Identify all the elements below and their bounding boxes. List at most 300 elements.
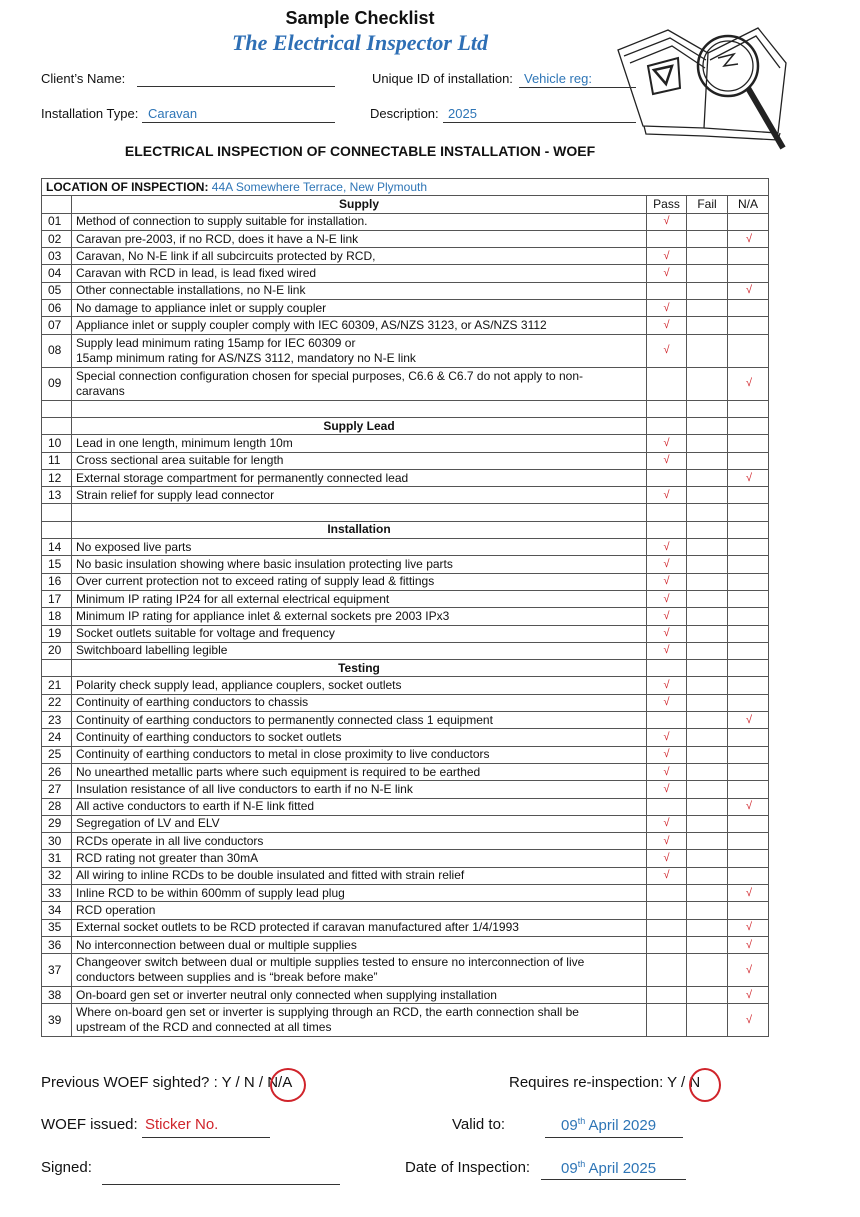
item-text: Continuity of earthing conductors to chassis: [76, 695, 309, 710]
item-text: Segregation of LV and ELV: [76, 816, 220, 831]
checklist-row: [42, 367, 769, 400]
section-header-testing: [42, 660, 769, 677]
item-text-line2: upstream of the RCD and connected at all times: [76, 1020, 332, 1035]
result-pass-cell[interactable]: [647, 317, 687, 334]
result-fail-cell[interactable]: [687, 850, 728, 867]
item-text-line2: 15amp minimum rating for AS/NZS 3112, mandatory no N-E link: [76, 350, 416, 365]
description-field[interactable]: [443, 122, 636, 123]
item-number: 31: [42, 850, 72, 867]
item-number: 22: [42, 694, 72, 711]
result-na-cell[interactable]: [728, 763, 769, 780]
result-fail-cell[interactable]: [687, 213, 728, 230]
section-num-cell: [42, 417, 72, 434]
item-number: 32: [42, 867, 72, 884]
item-description: [72, 677, 647, 694]
result-pass-cell[interactable]: [647, 487, 687, 504]
item-text: Lead in one length, minimum length 10m: [76, 435, 293, 450]
result-pass-cell[interactable]: [647, 469, 687, 486]
result-na-cell[interactable]: [728, 213, 769, 230]
result-pass-cell[interactable]: [647, 712, 687, 729]
item-description: [72, 265, 647, 282]
result-fail-cell[interactable]: [687, 573, 728, 590]
item-description: [72, 833, 647, 850]
result-na-cell[interactable]: [728, 367, 769, 400]
blank-cell: [72, 504, 647, 521]
item-description: [72, 452, 647, 469]
result-pass-cell[interactable]: [647, 435, 687, 452]
item-number: 15: [42, 556, 72, 573]
item-description: [72, 435, 647, 452]
item-description: [72, 850, 647, 867]
item-text: Changeover switch between dual or multiple supplies tested to ensure no interconnection of live: [76, 955, 585, 970]
result-fail-cell[interactable]: [687, 867, 728, 884]
column-header-pass: [647, 417, 687, 434]
result-pass-cell[interactable]: [647, 282, 687, 299]
checklist-row: [42, 608, 769, 625]
checklist-row: [42, 539, 769, 556]
installation-type-value: Caravan: [148, 106, 198, 121]
item-number: 27: [42, 781, 72, 798]
result-fail-cell[interactable]: [687, 729, 728, 746]
item-number: 02: [42, 230, 72, 247]
checklist-row: [42, 902, 769, 919]
result-na-cell[interactable]: [728, 452, 769, 469]
checklist-row: [42, 625, 769, 642]
result-pass-cell[interactable]: [647, 919, 687, 936]
result-na-cell[interactable]: [728, 833, 769, 850]
sticker-number-value: Sticker No.: [145, 1116, 219, 1133]
item-number: 07: [42, 317, 72, 334]
item-number: 38: [42, 987, 72, 1004]
checklist-row: [42, 248, 769, 265]
check-mark-icon: √: [745, 886, 753, 899]
client-name-field[interactable]: [137, 86, 335, 87]
result-pass-cell[interactable]: [647, 677, 687, 694]
item-text: Polarity check supply lead, appliance couplers, socket outlets: [76, 678, 402, 693]
woef-issued-label: WOEF issued:: [41, 1116, 138, 1133]
section-header-installation: [42, 521, 769, 538]
result-pass-cell[interactable]: [647, 987, 687, 1004]
check-mark-icon: √: [745, 800, 753, 813]
item-text: Switchboard labelling legible: [76, 643, 228, 658]
check-mark-icon: √: [745, 988, 753, 1001]
result-na-cell[interactable]: [728, 815, 769, 832]
result-fail-cell[interactable]: [687, 954, 728, 987]
column-header-pass: [647, 521, 687, 538]
result-na-cell[interactable]: [728, 625, 769, 642]
item-number: 04: [42, 265, 72, 282]
item-text: Other connectable installations, no N-E link: [76, 283, 306, 298]
item-description: [72, 919, 647, 936]
checklist-row: [42, 936, 769, 953]
check-mark-icon: √: [663, 488, 670, 501]
check-mark-icon: √: [663, 869, 670, 882]
valid-to-field[interactable]: [545, 1137, 683, 1138]
item-description: [72, 539, 647, 556]
check-mark-icon: √: [745, 921, 753, 934]
location-row: [42, 179, 769, 196]
result-fail-cell[interactable]: [687, 317, 728, 334]
item-text: Minimum IP rating for appliance inlet & external sockets pre 2003 IPx3: [76, 608, 450, 623]
check-mark-icon: √: [663, 267, 670, 280]
result-na-cell[interactable]: [728, 954, 769, 987]
item-description: [72, 987, 647, 1004]
blank-row: [42, 400, 769, 417]
result-pass-cell[interactable]: [647, 781, 687, 798]
result-na-cell[interactable]: [728, 230, 769, 247]
column-header-na: N/A: [728, 196, 769, 213]
item-text: Method of connection to supply suitable for installation.: [76, 214, 368, 229]
result-fail-cell[interactable]: [687, 435, 728, 452]
item-description: [72, 367, 647, 400]
result-fail-cell[interactable]: [687, 590, 728, 607]
check-mark-icon: √: [745, 1013, 753, 1026]
result-pass-cell[interactable]: [647, 642, 687, 659]
check-mark-icon: √: [663, 834, 670, 847]
checklist-row: [42, 556, 769, 573]
result-fail-cell[interactable]: [687, 987, 728, 1004]
description-label: Description:: [370, 106, 439, 121]
result-pass-cell[interactable]: [647, 573, 687, 590]
column-header-fail: Fail: [687, 196, 728, 213]
checklist-row: [42, 230, 769, 247]
item-number: 33: [42, 884, 72, 901]
result-fail-cell[interactable]: [687, 282, 728, 299]
item-description: [72, 213, 647, 230]
result-fail-cell[interactable]: [687, 487, 728, 504]
result-na-cell[interactable]: [728, 590, 769, 607]
result-pass-cell[interactable]: [647, 954, 687, 987]
result-na-cell[interactable]: [728, 798, 769, 815]
inspection-book-magnifier-icon: [608, 8, 793, 158]
n-selection-circle: [689, 1068, 721, 1102]
checklist-row: [42, 867, 769, 884]
result-na-cell[interactable]: [728, 902, 769, 919]
check-mark-icon: √: [663, 609, 670, 622]
result-pass-cell[interactable]: [647, 539, 687, 556]
checklist-row: [42, 798, 769, 815]
item-description: [72, 642, 647, 659]
check-mark-icon: √: [663, 454, 670, 467]
section-header-supply: [42, 196, 769, 213]
item-number: 05: [42, 282, 72, 299]
checklist-row: [42, 213, 769, 230]
result-fail-cell[interactable]: [687, 815, 728, 832]
blank-cell: [42, 400, 72, 417]
section-title: Installation: [72, 521, 647, 538]
result-fail-cell[interactable]: [687, 798, 728, 815]
result-fail-cell[interactable]: [687, 833, 728, 850]
item-description: [72, 712, 647, 729]
result-pass-cell[interactable]: [647, 936, 687, 953]
result-pass-cell[interactable]: [647, 798, 687, 815]
checklist-row: [42, 954, 769, 987]
result-fail-cell[interactable]: [687, 902, 728, 919]
checklist-row: [42, 282, 769, 299]
item-number: 08: [42, 334, 72, 367]
section-num-cell: [42, 196, 72, 213]
installation-type-field[interactable]: [142, 122, 335, 123]
date-of-inspection-label: Date of Inspection:: [405, 1159, 531, 1176]
check-mark-icon: √: [745, 713, 753, 726]
result-na-cell[interactable]: [728, 677, 769, 694]
result-pass-cell[interactable]: [647, 230, 687, 247]
item-description: [72, 334, 647, 367]
result-fail-cell[interactable]: [687, 763, 728, 780]
blank-cell: [728, 400, 769, 417]
item-number: 25: [42, 746, 72, 763]
item-description: [72, 936, 647, 953]
checklist-row: [42, 815, 769, 832]
item-description: [72, 763, 647, 780]
result-fail-cell[interactable]: [687, 919, 728, 936]
section-num-cell: [42, 660, 72, 677]
item-description: [72, 867, 647, 884]
result-fail-cell[interactable]: [687, 300, 728, 317]
result-fail-cell[interactable]: [687, 694, 728, 711]
checklist-row: [42, 850, 769, 867]
item-number: 30: [42, 833, 72, 850]
result-na-cell[interactable]: [728, 642, 769, 659]
result-pass-cell[interactable]: [647, 300, 687, 317]
result-pass-cell[interactable]: [647, 334, 687, 367]
column-header-fail: [687, 417, 728, 434]
result-na-cell[interactable]: [728, 469, 769, 486]
result-na-cell[interactable]: [728, 712, 769, 729]
unique-id-field[interactable]: [519, 87, 636, 88]
result-na-cell[interactable]: [728, 539, 769, 556]
result-pass-cell[interactable]: [647, 729, 687, 746]
item-description: [72, 798, 647, 815]
item-text: Caravan pre-2003, if no RCD, does it have a N-E link: [76, 231, 359, 246]
item-number: 26: [42, 763, 72, 780]
item-number: 09: [42, 367, 72, 400]
checklist-row: [42, 746, 769, 763]
checklist-row: [42, 573, 769, 590]
result-fail-cell[interactable]: [687, 248, 728, 265]
result-pass-cell[interactable]: [647, 884, 687, 901]
result-pass-cell[interactable]: [647, 902, 687, 919]
result-pass-cell[interactable]: [647, 850, 687, 867]
result-na-cell[interactable]: [728, 694, 769, 711]
result-na-cell[interactable]: [728, 282, 769, 299]
item-number: 17: [42, 590, 72, 607]
result-fail-cell[interactable]: [687, 265, 728, 282]
result-pass-cell[interactable]: [647, 763, 687, 780]
result-na-cell[interactable]: [728, 300, 769, 317]
result-na-cell[interactable]: [728, 248, 769, 265]
item-text: All wiring to inline RCDs to be double insulated and fitted with strain relief: [76, 868, 465, 883]
checklist-row: [42, 590, 769, 607]
check-mark-icon: √: [745, 963, 753, 976]
result-na-cell[interactable]: [728, 781, 769, 798]
result-fail-cell[interactable]: [687, 230, 728, 247]
date-of-inspection-field[interactable]: [541, 1179, 686, 1180]
result-pass-cell[interactable]: [647, 556, 687, 573]
item-description: [72, 248, 647, 265]
check-mark-icon: √: [663, 730, 670, 743]
result-na-cell[interactable]: [728, 867, 769, 884]
item-number: 19: [42, 625, 72, 642]
column-header-na: [728, 660, 769, 677]
result-na-cell[interactable]: [728, 573, 769, 590]
result-fail-cell[interactable]: [687, 452, 728, 469]
result-pass-cell[interactable]: [647, 867, 687, 884]
location-value: 44A Somewhere Terrace, New Plymouth: [211, 179, 428, 194]
check-mark-icon: √: [663, 748, 670, 761]
result-na-cell[interactable]: [728, 317, 769, 334]
item-description: [72, 625, 647, 642]
result-pass-cell[interactable]: [647, 265, 687, 282]
item-number: 34: [42, 902, 72, 919]
checklist-row: [42, 334, 769, 367]
result-pass-cell[interactable]: [647, 746, 687, 763]
item-description: [72, 729, 647, 746]
check-mark-icon: √: [663, 679, 670, 692]
result-na-cell[interactable]: [728, 936, 769, 953]
check-mark-icon: √: [745, 377, 753, 390]
item-text: Where on-board gen set or inverter is supplying through an RCD, the earth connection shall be: [76, 1005, 579, 1020]
result-na-cell[interactable]: [728, 1004, 769, 1037]
result-fail-cell[interactable]: [687, 539, 728, 556]
result-fail-cell[interactable]: [687, 608, 728, 625]
section-title: Supply: [72, 196, 647, 213]
item-description: [72, 282, 647, 299]
checklist-row: [42, 642, 769, 659]
check-mark-icon: √: [663, 817, 670, 830]
checklist-row: [42, 452, 769, 469]
result-fail-cell[interactable]: [687, 367, 728, 400]
result-fail-cell[interactable]: [687, 781, 728, 798]
result-pass-cell[interactable]: [647, 815, 687, 832]
reinspection-label: Requires re-inspection: Y / N: [509, 1074, 701, 1091]
result-na-cell[interactable]: [728, 729, 769, 746]
item-text: No interconnection between dual or multiple supplies: [76, 937, 357, 952]
result-na-cell[interactable]: [728, 608, 769, 625]
item-text: Continuity of earthing conductors to metal in close proximity to live conductors: [76, 747, 490, 762]
company-name: The Electrical Inspector Ltd: [231, 30, 489, 55]
check-mark-icon: √: [663, 249, 670, 262]
item-description: [72, 230, 647, 247]
check-mark-icon: √: [663, 301, 670, 314]
item-description: [72, 608, 647, 625]
result-fail-cell[interactable]: [687, 642, 728, 659]
result-na-cell[interactable]: [728, 884, 769, 901]
blank-cell: [687, 504, 728, 521]
valid-to-label: Valid to:: [452, 1116, 506, 1133]
item-text: Insulation resistance of all live conductors to earth if no N-E link: [76, 781, 413, 796]
result-pass-cell[interactable]: [647, 367, 687, 400]
na-selection-circle: [270, 1068, 306, 1102]
item-text: Appliance inlet or supply coupler comply with IEC 60309, AS/NZS 3123, or AS/NZS 3112: [76, 318, 547, 333]
result-fail-cell[interactable]: [687, 556, 728, 573]
item-number: 29: [42, 815, 72, 832]
signature-field[interactable]: [102, 1184, 340, 1185]
check-mark-icon: √: [663, 644, 670, 657]
result-pass-cell[interactable]: [647, 694, 687, 711]
column-header-pass: [647, 660, 687, 677]
item-number: 18: [42, 608, 72, 625]
woef-issued-field[interactable]: [142, 1137, 270, 1138]
installation-type-label: Installation Type:: [41, 106, 139, 121]
result-pass-cell[interactable]: [647, 833, 687, 850]
result-fail-cell[interactable]: [687, 746, 728, 763]
item-description: [72, 573, 647, 590]
check-mark-icon: √: [745, 284, 753, 297]
blank-cell: [42, 504, 72, 521]
result-fail-cell[interactable]: [687, 334, 728, 367]
result-fail-cell[interactable]: [687, 469, 728, 486]
result-fail-cell[interactable]: [687, 1004, 728, 1037]
result-fail-cell[interactable]: [687, 712, 728, 729]
check-mark-icon: √: [663, 575, 670, 588]
item-text: External storage compartment for permanently connected lead: [76, 470, 409, 485]
result-fail-cell[interactable]: [687, 884, 728, 901]
signed-label: Signed:: [41, 1159, 92, 1176]
result-na-cell[interactable]: [728, 265, 769, 282]
column-header-pass: Pass: [647, 196, 687, 213]
result-pass-cell[interactable]: [647, 248, 687, 265]
item-description: [72, 590, 647, 607]
column-header-na: [728, 417, 769, 434]
result-na-cell[interactable]: [728, 435, 769, 452]
result-fail-cell[interactable]: [687, 677, 728, 694]
result-na-cell[interactable]: [728, 746, 769, 763]
result-pass-cell[interactable]: [647, 590, 687, 607]
item-text: No exposed live parts: [76, 539, 192, 554]
page-title: Sample Checklist: [285, 8, 435, 28]
result-pass-cell[interactable]: [647, 452, 687, 469]
item-number: 10: [42, 435, 72, 452]
result-na-cell[interactable]: [728, 919, 769, 936]
result-na-cell[interactable]: [728, 556, 769, 573]
result-na-cell[interactable]: [728, 487, 769, 504]
result-pass-cell[interactable]: [647, 625, 687, 642]
check-mark-icon: √: [663, 592, 670, 605]
item-number: 12: [42, 469, 72, 486]
item-number: 37: [42, 954, 72, 987]
result-pass-cell[interactable]: [647, 1004, 687, 1037]
check-mark-icon: √: [663, 782, 670, 795]
result-na-cell[interactable]: [728, 850, 769, 867]
checklist-row: [42, 763, 769, 780]
blank-cell: [647, 504, 687, 521]
check-mark-icon: √: [745, 938, 753, 951]
result-pass-cell[interactable]: [647, 608, 687, 625]
item-text: Strain relief for supply lead connector: [76, 487, 275, 502]
item-text: No basic insulation showing where basic insulation protecting live parts: [76, 556, 453, 571]
checklist-row: [42, 487, 769, 504]
checklist-row: [42, 884, 769, 901]
item-number: 16: [42, 573, 72, 590]
valid-to-value: 09th April 2029: [561, 1116, 657, 1134]
item-text: External socket outlets to be RCD protected if caravan manufactured after 1/4/1993: [76, 920, 519, 935]
result-fail-cell[interactable]: [687, 625, 728, 642]
result-fail-cell[interactable]: [687, 936, 728, 953]
section-header-supply_lead: [42, 417, 769, 434]
description-value: 2025: [448, 106, 477, 121]
result-na-cell[interactable]: [728, 987, 769, 1004]
checklist-row: [42, 317, 769, 334]
item-text-line2: conductors between supplies and is “break before make”: [76, 970, 378, 985]
checklist-row: [42, 1004, 769, 1037]
item-text: Supply lead minimum rating 15amp for IEC 60309 or: [76, 335, 356, 350]
result-na-cell[interactable]: [728, 334, 769, 367]
item-description: [72, 815, 647, 832]
location-cell: [42, 179, 769, 196]
result-pass-cell[interactable]: [647, 213, 687, 230]
check-mark-icon: √: [663, 765, 670, 778]
